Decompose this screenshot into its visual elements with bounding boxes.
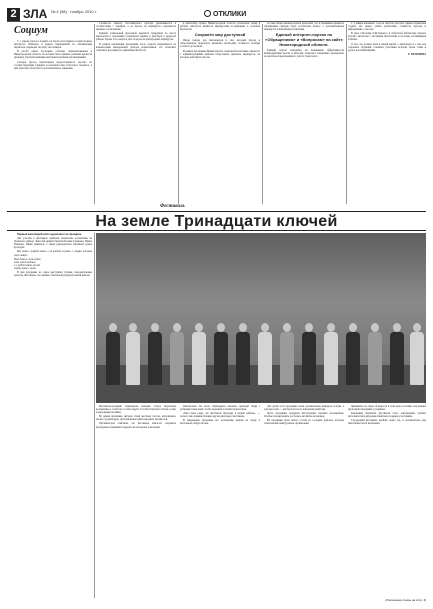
photo-person — [148, 323, 162, 385]
festival-label: Фестиваль — [160, 204, 185, 209]
paragraph: принимают на сцене. Я выросла в этом краю и помню, как раньше проводили праздники у родников. — [348, 405, 426, 412]
paragraph: Единый социальный проездной выдаётся гражданам по месту жительства в отделениях социальной защиты и действует в пределах района. Кроме того, ведётся учёт поездок на пригородных маршрутах. — [96, 32, 176, 42]
paragraph: Следующий фестиваль пройдёт через год, и организаторы уже приглашают всех желающих. — [348, 419, 426, 426]
paragraph: Во время праздника звучали стихи местных поэтов, исполнялись песни о родном крае, проходили выставки народных промыслов. — [96, 415, 176, 422]
photo-person — [368, 323, 382, 385]
paragraph: Мы поём о родной земле, о её ключах и реках, о людях, которые здесь живут. — [14, 250, 92, 257]
paragraph: В расчёт взяты последние события, нормализованные в Нижегородской области, на которых было принято решение провести проверку уполномоченными автотранспортными организациями. — [14, 50, 92, 60]
rubric-label: Социум — [14, 25, 48, 36]
paragraph: Фестиваль-праздник «Тринадцать ключей» собрал творческие коллективы и солистов со всей округи. Гостей встречали хлебом-солью и народными песнями. — [96, 405, 176, 415]
column-divider — [94, 233, 95, 598]
photo-person — [302, 323, 316, 385]
article-banner — [7, 211, 426, 231]
paragraph: В дни праздника на сцене выступили лучшие самодеятельные артисты. Фестиваль стал ярким событием культурной жизни района. — [14, 271, 92, 278]
paragraph: Для детей этого праздника были организованы конкурсы и игры, а для взрослых — мастер-классы по народным ремёслам. — [264, 405, 344, 412]
photo-person — [258, 323, 272, 385]
paragraph: Организаторы отметили, что фестиваль помогает сохранить культурные традиции и передать их молодому поколению. — [96, 422, 176, 429]
photo-person — [106, 323, 120, 385]
paragraph: Честь праздника подарили выступления хоровых коллективов. Особые аплодисменты достались ансамблю ветеранов. — [264, 412, 344, 419]
paragraph: О том, что должно быть в нашей жизни, о литературе и о том, как сохранить традиции, говорили участники встречи, читая стихи и делясь воспоминаниями. — [348, 42, 426, 52]
page-header — [7, 8, 426, 22]
photo-person — [346, 323, 360, 385]
photo-person — [324, 323, 338, 385]
paragraph: в масштабах пункта Нижегородской области установлен тариф 8 рублей. Автобусы являются маршрутами по-прежнему в сельской местности. — [180, 22, 260, 32]
page-number: 2 — [7, 8, 20, 21]
subheading: Сохранён мир доступной — [194, 32, 246, 38]
photo-person — [126, 323, 140, 385]
paragraph: В завершение праздника все коллективы вышли на сцену и исполнили общую песню. — [180, 419, 260, 426]
paragraph: На празднике было много гостей из соседних районов, которые отметили высокий уровень организации. — [264, 419, 344, 426]
paragraph: В день 140-летия Л.М.Горького в областной библиотеке прошла встреча читателей с местными писателями и поэтами, посвящённая юбилею. — [348, 32, 426, 42]
column-divider — [346, 24, 347, 204]
continued-note: (Окончание темы на стр. 3) — [385, 598, 426, 602]
column-2-lower — [96, 405, 176, 597]
section-title — [204, 9, 246, 20]
paragraph: С 5 января вызывают года на портале работает единая справочная служба, где можно узнать расписание, стоимость проезда и информацию о льготах. — [348, 22, 426, 32]
paragraph: С 1 апреля удалось поднять на проезд пассажиров в пригородных автобусах. Отмечено в рамках мероприятий по оптимизации перевозок, переводят на плату пассажиров. — [14, 40, 92, 50]
paragraph: Сегодня проезд пенсионерам предоставляется льготно по соответствующим тарифам и возможностям областного бюджета, а при пересчёте получается дополнительное снижение. — [14, 60, 92, 70]
column-divider — [178, 24, 179, 204]
paragraph: В рамках реализации программы часть средств направляется на компенсацию выпадающих доходов перевозчиков, что позволяет сохранить регулярность движения автобусов. — [96, 42, 176, 52]
paragraph: Для участия в фестивале прибыли творческие коллективы из Уренского района. Зрителей приветствовали Ксения Склярова, Ирина Пашкова, Юрий Девятков, а также руководители районных домов культуры. — [14, 237, 92, 250]
article-headline: На земле Тринадцати ключей — [95, 213, 338, 230]
photo-person — [214, 323, 228, 385]
newspaper-logo: ЗЛА — [23, 7, 48, 21]
poem: Нет дороги, есть земля, есть ключи родные, и с тобой опять всегда сердце наше с ними. — [14, 257, 42, 270]
author-signature: Е. ТИМОХИНА — [407, 52, 426, 56]
festival-photo — [96, 233, 426, 403]
photo-person — [236, 323, 250, 385]
photo-person — [410, 323, 424, 385]
column-divider — [94, 24, 95, 204]
photo-person — [280, 323, 294, 385]
photo-person — [390, 323, 404, 385]
column-1-lower — [14, 233, 92, 598]
paragraph: «Мы очень рады, что фестиваль проходит в нашем районе», — сказал глава администрации, вручая дипломы участникам. — [180, 412, 260, 419]
paragraph: Стоимость единого пассажирского проезда увеличивается в соответствии с тарифом, а на проезд на маршрутах сохраняется прежнее соотношение. — [96, 22, 176, 32]
paragraph: Иначе говоря, для пенсионеров и лиц, которым проезд в общественном транспорте жизненно необходим, стоимость поездки остаётся доступной. — [180, 39, 260, 49]
subheading: Единый интернет-портал по «Обращениям» и «Вопросам» на сайте Нижегородской области. — [265, 32, 343, 48]
column-divider — [262, 24, 263, 204]
paragraph: Ключевым моментом фестиваля стало награждение лучших исполнителей и вручение памятных подарков участникам. — [348, 412, 426, 419]
column-3-lower — [180, 405, 260, 597]
paragraph: Единый портал направлен на повышение эффективности взаимодействия власти и жителей, позволяет оперативно реагировать на жалобы и предложения по работе транспорта. — [264, 49, 344, 59]
section-circle-icon — [204, 10, 211, 17]
photo-person — [170, 323, 184, 385]
paragraph: В рамках программы Министерство социальной политики совместно с администрациями районов подготовило перечень маршрутов, на которых действуют льготы. — [180, 49, 260, 59]
section-title-text: ОТКЛИКИ — [213, 11, 247, 18]
paragraph: Обязательно. Ко всем «Тринадцати ключам» приходят люди с добрыми помыслами, чтобы поделиться своим творчеством. — [180, 405, 260, 412]
issue-info: № 4 (58) · ноябрь 2010 г. — [51, 9, 97, 14]
paragraph: А глава Общественной палаты разъяснил, что в ближайшее время по обращениям граждан будет рассмотрен вопрос о дополнительных маршрутах и изменении расписания. — [264, 22, 344, 32]
column-4-lower — [264, 405, 344, 597]
paragraph: Первый веселящий ключ вдохновил на праздник. — [17, 233, 82, 236]
photo-person — [192, 323, 206, 385]
column-5-lower — [348, 405, 426, 597]
